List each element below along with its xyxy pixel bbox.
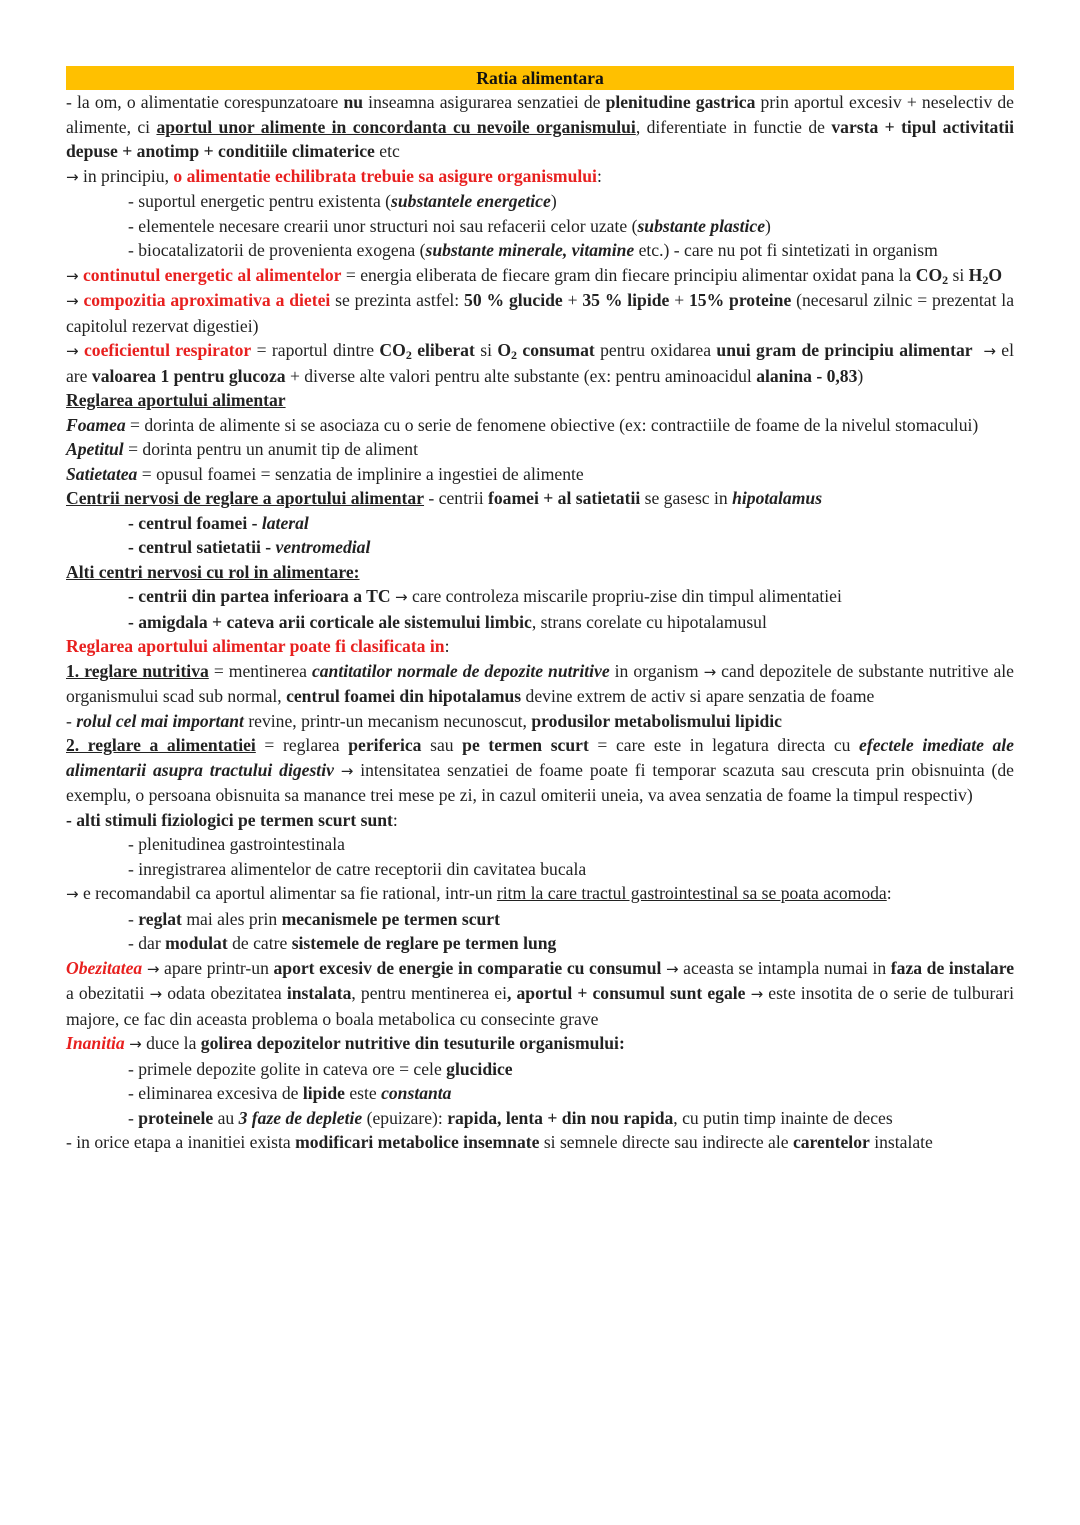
text: - primele depozite golite in cateva ore = cele xyxy=(128,1058,447,1079)
text: inseamna asigurarea senzatiei de xyxy=(363,92,606,112)
text: cand depozitele de substante nutritive ale organismului scad sub normal, xyxy=(66,660,1014,706)
text: se gasesc in xyxy=(640,488,733,508)
text: - centrii din partea inferioara a TC xyxy=(128,586,391,606)
text: , cu putin timp inainte de deces xyxy=(673,1107,893,1128)
text: Foamea xyxy=(66,414,126,435)
text: proteinele xyxy=(138,1107,214,1128)
text: - elementele necesare crearii unor structuri noi sau refacerii celor uzate ( xyxy=(128,215,638,236)
text: compozitia aproximativa a dietei xyxy=(83,290,331,310)
arrow-icon: → xyxy=(149,985,163,1003)
final-paragraph xyxy=(66,1130,1014,1155)
text: - inregistrarea alimentelor de catre receptorii din cavitatea bucala xyxy=(128,858,587,879)
text: (necesarul zilnic = prezentat la capitolul rezervat digestiei) xyxy=(66,290,1015,336)
nerve-centers-paragraph xyxy=(66,486,1014,511)
text: ritm la care tractul gastrointestinal sa se poata acomoda xyxy=(496,883,887,903)
classification-heading xyxy=(66,634,1014,659)
lipid-role-paragraph xyxy=(66,709,1014,734)
arrow-icon: → xyxy=(66,266,79,285)
text: (epuizare): xyxy=(362,1107,448,1128)
text: pentru oxidarea xyxy=(594,340,717,360)
text: prin aportul excesiv + neselectiv de alimente, ci xyxy=(66,92,1014,137)
text: 50 % glucide xyxy=(464,290,563,310)
text: aport excesiv de energie in comparatie cu consumul xyxy=(273,957,662,978)
list-item xyxy=(66,1081,1014,1106)
text: faza de instalare xyxy=(890,957,1015,978)
list-item xyxy=(66,511,1014,536)
obesity-paragraph xyxy=(66,956,1014,1032)
text: sistemele de reglare pe termen lung xyxy=(291,933,557,953)
text: substante minerale, vitamine xyxy=(425,240,635,260)
text: , pentru mentinerea ei xyxy=(351,983,507,1003)
subheading xyxy=(66,560,1014,585)
list-item xyxy=(66,189,1014,214)
intro-paragraph xyxy=(66,90,1014,164)
text: foamei + al satietatii xyxy=(488,488,641,508)
text: si xyxy=(474,340,498,360)
list-item xyxy=(66,535,1014,560)
definition-satietatea xyxy=(66,462,1014,487)
text: varsta + tipul activitatii depuse + anotimp + conditiile climaterice xyxy=(66,116,1014,161)
text: - suportul energetic pentru existenta ( xyxy=(128,191,392,211)
text: etc.) - care nu pot fi sintetizati in organism xyxy=(634,240,938,260)
text: - eliminarea excesiva de xyxy=(128,1083,303,1103)
text: centrul foamei din hipotalamus xyxy=(286,686,522,706)
text: instalata xyxy=(286,983,352,1003)
text: + xyxy=(669,290,689,310)
text: cantitatilor normale de depozite nutritive xyxy=(311,660,610,681)
text: ventromedial xyxy=(275,537,371,557)
text: Centrii nervosi de reglare a aportului alimentar xyxy=(66,488,425,508)
text: instalate xyxy=(869,1132,933,1152)
text: - centrii xyxy=(424,488,489,508)
text: 1. reglare nutritiva xyxy=(66,660,209,681)
text: 3 faze de depletie xyxy=(238,1107,363,1128)
text: - la om, o alimentatie corespunzatoare xyxy=(66,92,344,112)
text: constanta xyxy=(381,1083,452,1103)
arrow-icon: → xyxy=(66,342,79,360)
text: efectele imediate ale alimentarii asupra tractului digestiv xyxy=(66,735,1014,780)
text: - centrul satietatii - xyxy=(128,537,276,557)
text: : xyxy=(392,809,398,830)
text: Satietatea xyxy=(66,463,138,484)
text: = reglarea xyxy=(255,735,349,755)
text: de catre xyxy=(227,933,292,953)
respiratory-coefficient-paragraph xyxy=(66,338,1014,388)
text: nu xyxy=(343,92,364,112)
text: Reglarea aportului alimentar xyxy=(66,390,286,410)
arrow-icon: → xyxy=(983,342,996,360)
starvation-paragraph xyxy=(66,1031,1014,1057)
text: aportul unor alimente in concordanta cu nevoile organismului xyxy=(156,116,636,137)
text: substante plastice xyxy=(637,215,766,236)
text: alanina - 0,83 xyxy=(756,365,858,386)
text: 35 % lipide xyxy=(582,290,670,310)
text: + xyxy=(562,290,583,310)
principle-paragraph xyxy=(66,164,1014,190)
recommendation-paragraph xyxy=(66,881,1014,907)
text: : xyxy=(444,636,450,656)
text: produsilor metabolismului lipidic xyxy=(531,710,782,731)
text: se prezinta astfel: xyxy=(330,290,465,310)
subscript: 2 xyxy=(982,272,989,287)
arrow-icon: → xyxy=(66,885,79,903)
subheading xyxy=(66,388,1014,413)
text: H xyxy=(968,264,983,285)
text: ) xyxy=(765,215,771,236)
text: mecanismele pe termen scurt xyxy=(281,908,500,929)
energy-content-paragraph xyxy=(66,263,1014,289)
text: ) xyxy=(857,365,864,386)
arrow-icon: → xyxy=(665,959,679,978)
text: Inanitia xyxy=(66,1033,125,1053)
text: - xyxy=(128,1107,139,1128)
list-item xyxy=(66,907,1014,932)
text: rolul cel mai important xyxy=(76,710,244,731)
text: 15% proteine xyxy=(688,290,792,310)
list-item xyxy=(66,584,1014,610)
text: - centrul foamei - xyxy=(128,512,262,533)
subscript: 2 xyxy=(942,272,949,287)
short-term-regulation-paragraph xyxy=(66,733,1014,808)
text: - plenitudinea gastrointestinala xyxy=(128,834,345,854)
text: lateral xyxy=(261,512,309,533)
nutritive-regulation-paragraph xyxy=(66,659,1014,709)
text: = opusul foamei = senzatia de implinire a ingestiei de alimente xyxy=(137,463,584,484)
text: mai ales prin xyxy=(181,908,282,929)
list-item xyxy=(66,610,1014,635)
text: el are xyxy=(66,340,1014,386)
text: = care este in legatura directa cu xyxy=(588,735,860,755)
text: eliberat xyxy=(411,340,475,360)
text: - dar xyxy=(128,933,166,953)
text: carentelor xyxy=(792,1132,870,1152)
arrow-icon: → xyxy=(129,1035,142,1053)
text: continutul energetic al alimentelor xyxy=(82,264,342,285)
text: si xyxy=(948,264,969,285)
text: sau xyxy=(421,735,463,755)
text: valoarea 1 pentru glucoza xyxy=(91,365,286,386)
text: 2. reglare a alimentatiei xyxy=(66,735,256,755)
text: lipide xyxy=(302,1083,345,1103)
text: O xyxy=(497,340,512,360)
text: periferica xyxy=(348,735,422,755)
list-item xyxy=(66,1057,1014,1082)
text: etc xyxy=(374,141,400,161)
text: - xyxy=(66,710,77,731)
text: si semnele directe sau indirecte ale xyxy=(539,1132,793,1152)
text: substantele energetice xyxy=(391,191,551,211)
text: unui gram de principiu alimentar xyxy=(716,340,973,360)
text: modulat xyxy=(165,933,228,953)
arrow-icon: → xyxy=(146,959,160,978)
text: = raportul dintre xyxy=(251,340,380,360)
text: plenitudine gastrica xyxy=(605,92,756,112)
text: Alti centri nervosi cu rol in alimentare: xyxy=(66,561,360,582)
arrow-icon: → xyxy=(703,662,717,681)
arrow-icon: → xyxy=(394,588,408,606)
text: , diferentiate in functie de xyxy=(635,116,832,137)
list-item xyxy=(66,214,1014,239)
arrow-icon: → xyxy=(66,292,79,310)
text: = dorinta de alimente si se asociaza cu o serie de fenomene obiective (ex: contractiile de foame de la nivelul stomacului) xyxy=(125,414,979,435)
text: Obezitatea xyxy=(66,957,143,978)
text: este xyxy=(344,1083,382,1103)
list-item xyxy=(66,832,1014,857)
list-item xyxy=(66,238,1014,263)
list-item xyxy=(66,931,1014,956)
text: = mentinerea xyxy=(208,660,312,681)
section-title: Ratia alimentara xyxy=(476,68,604,88)
text: e recomandabil ca aportul alimentar sa fie rational, intr-un xyxy=(78,883,497,903)
section-title-bar xyxy=(66,66,1014,90)
text: consumat xyxy=(517,340,595,360)
text: rapida, lenta + din nou rapida xyxy=(447,1107,674,1128)
text: - in orice etapa a inanitiei exista xyxy=(66,1132,296,1152)
text: in principiu, xyxy=(78,165,174,186)
text: - alti stimuli fiziologici pe termen scurt sunt xyxy=(66,809,393,830)
text: = dorinta pentru un anumit tip de aliment xyxy=(123,439,418,459)
text: a obezitatii xyxy=(66,983,150,1003)
text: CO xyxy=(379,340,406,360)
text: aceasta se intampla numai in xyxy=(678,957,891,978)
text: o alimentatie echilibrata trebuie sa asigure organismului xyxy=(173,165,597,186)
stimuli-paragraph xyxy=(66,808,1014,833)
definition-apetitul xyxy=(66,437,1014,462)
arrow-icon: → xyxy=(66,167,79,186)
arrow-icon: → xyxy=(340,761,354,780)
text: este insotita de o serie de tulburari majore, ce fac din aceasta problema o boala metabolica cu consecinte grave xyxy=(66,983,1014,1029)
definition-foamea xyxy=(66,413,1014,438)
text: au xyxy=(213,1107,239,1128)
text: , aportul + consumul sunt egale xyxy=(506,983,746,1003)
text: apare printr-un xyxy=(159,957,274,978)
text: reglat xyxy=(138,908,182,929)
text: - biocatalizatorii de provenienta exogena ( xyxy=(128,240,426,260)
text: modificari metabolice insemnate xyxy=(295,1132,540,1152)
list-item xyxy=(66,1106,1014,1131)
text: , strans corelate cu hipotalamusul xyxy=(531,611,767,632)
text: Reglarea aportului alimentar poate fi clasificata in xyxy=(66,636,445,656)
subscript: 2 xyxy=(405,348,412,362)
text: - amigdala + cateva arii corticale ale sistemului limbic xyxy=(128,611,532,632)
text: - xyxy=(128,908,139,929)
text: devine extrem de activ si apare senzatia de foame xyxy=(521,686,875,706)
text: odata obezitatea xyxy=(162,983,287,1003)
text: hipotalamus xyxy=(732,488,823,508)
text: CO xyxy=(915,264,943,285)
text: : xyxy=(596,165,602,186)
diet-composition-paragraph xyxy=(66,288,1014,338)
text: revine, printr-un mecanism necunoscut, xyxy=(243,710,532,731)
text: care controleza miscarile propriu-zise din timpul alimentatiei xyxy=(407,586,842,606)
text: + diverse alte valori pentru alte substante (ex: pentru aminoacidul xyxy=(285,365,757,386)
text: golirea depozitelor nutritive din tesuturile organismului: xyxy=(200,1033,625,1053)
text: O xyxy=(988,264,1003,285)
text: pe termen scurt xyxy=(462,735,589,755)
text: = energia eliberata de fiecare gram din fiecare principiu alimentar oxidat pana la xyxy=(341,264,916,285)
subscript: 2 xyxy=(511,348,518,362)
text: intensitatea senzatiei de foame poate fi temporar scazuta sau crescuta prin obisnuinta (de exemplu, o persoana obisnuita sa manance trei mese pe zi, in cazul omiterii uneia, va avea senzatia de foame la timpul respectiv) xyxy=(66,759,1014,805)
text: in organism xyxy=(609,660,704,681)
list-item xyxy=(66,857,1014,882)
document-page xyxy=(66,66,1014,1155)
text: ) xyxy=(550,191,557,211)
text: coeficientul respirator xyxy=(83,340,252,360)
text: duce la xyxy=(141,1033,201,1053)
text: Apetitul xyxy=(66,439,124,459)
arrow-icon: → xyxy=(750,985,764,1003)
text: glucidice xyxy=(446,1058,513,1079)
text: : xyxy=(886,883,892,903)
